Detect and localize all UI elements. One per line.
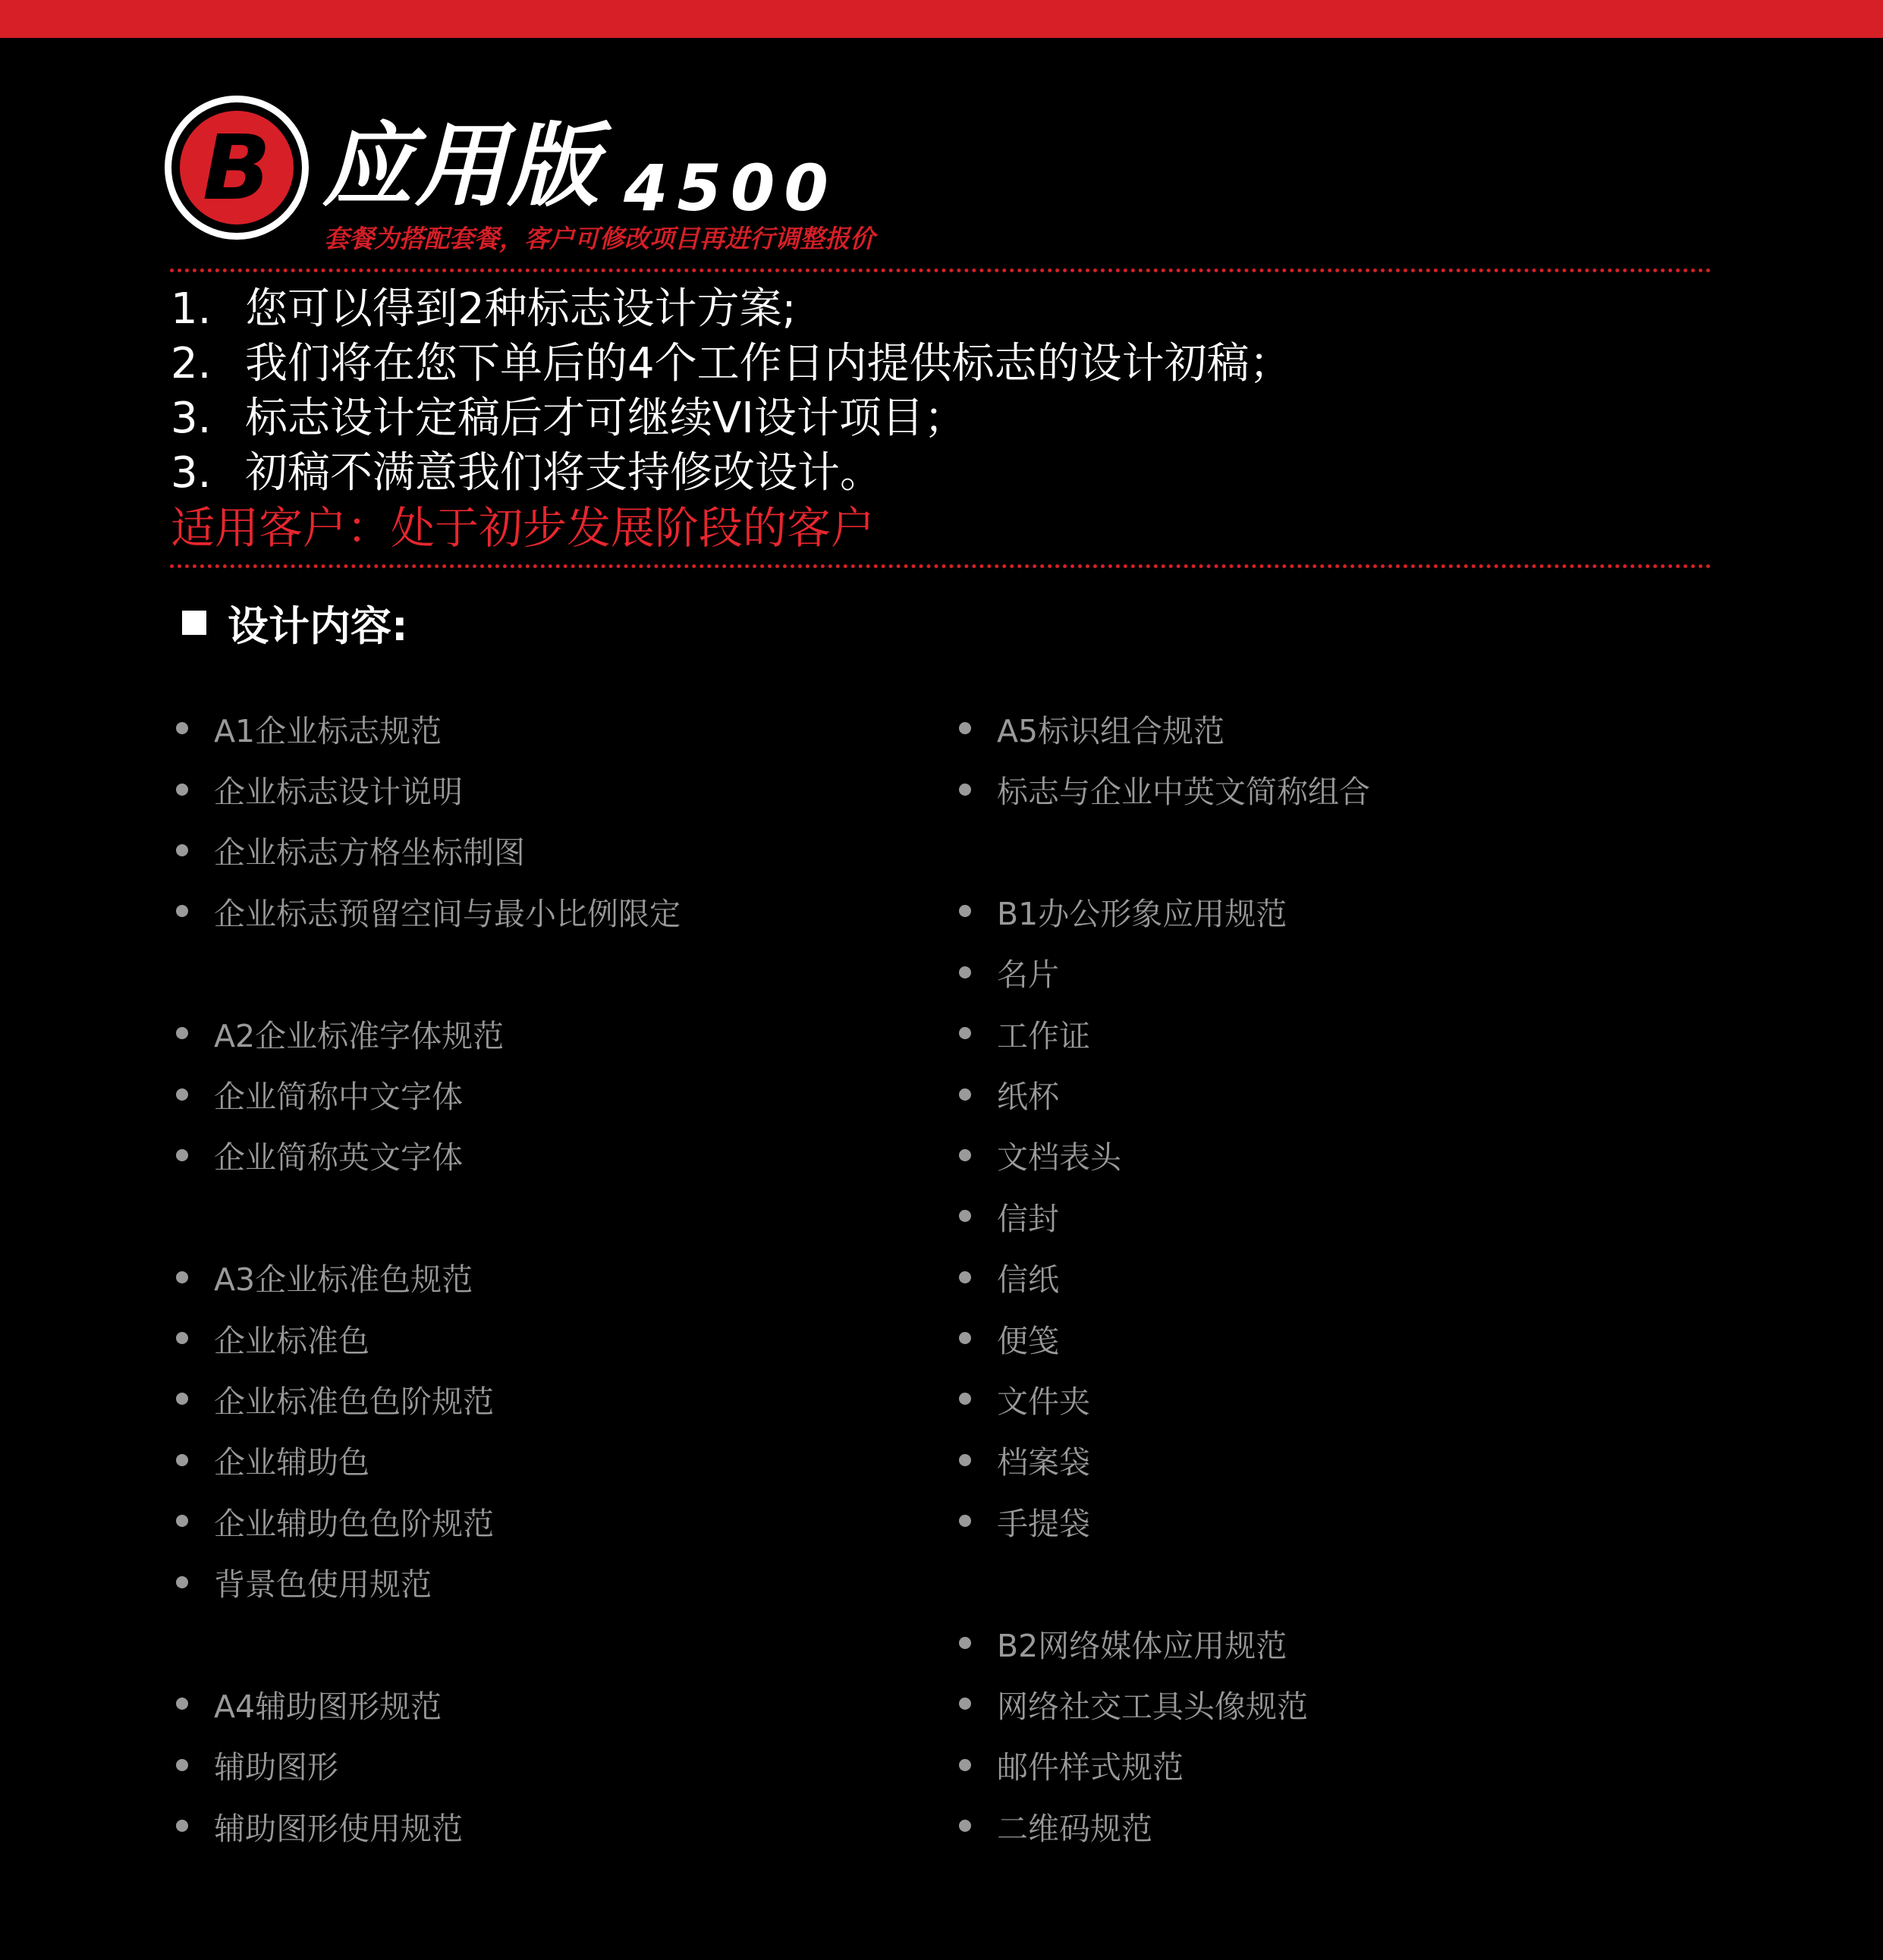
list-item-label: 邮件样式规范 bbox=[997, 1749, 1184, 1786]
list-item bbox=[959, 1125, 1718, 1186]
list-item-label: 网络社交工具头像规范 bbox=[997, 1688, 1308, 1725]
list-item bbox=[959, 1003, 1718, 1063]
list-item-label: A4辅助图形规范 bbox=[214, 1688, 442, 1725]
bullet-dot-icon bbox=[959, 784, 971, 796]
list-item bbox=[176, 1735, 935, 1795]
list-item-label: 便笺 bbox=[997, 1322, 1059, 1359]
benefit-item bbox=[171, 337, 1292, 391]
list-item bbox=[959, 1308, 1718, 1368]
bullet-dot-icon bbox=[959, 1149, 971, 1161]
benefit-number: 2. bbox=[171, 339, 212, 388]
section-title: 设计内容: bbox=[228, 602, 408, 650]
list-item bbox=[176, 1063, 935, 1124]
list-item-label: 信封 bbox=[997, 1200, 1059, 1237]
list-item-label: 企业标准色色阶规范 bbox=[214, 1383, 494, 1420]
bullet-dot-icon bbox=[176, 1393, 188, 1405]
list-item bbox=[176, 1125, 935, 1186]
list-item bbox=[176, 1003, 935, 1063]
list-item bbox=[959, 1368, 1718, 1429]
list-item-label: 手提袋 bbox=[997, 1505, 1090, 1542]
list-item bbox=[176, 759, 935, 819]
benefit-item bbox=[171, 446, 1292, 501]
bullet-dot-icon bbox=[176, 1088, 188, 1101]
list-item-label: 文档表头 bbox=[997, 1139, 1121, 1176]
list-item bbox=[959, 1247, 1718, 1308]
list-item-label: 企业辅助色色阶规范 bbox=[214, 1505, 494, 1542]
list-item-label: B2网络媒体应用规范 bbox=[997, 1627, 1287, 1664]
list-item-label: A3企业标准色规范 bbox=[214, 1261, 473, 1299]
list-item-label: 企业标准色 bbox=[214, 1322, 369, 1359]
list-spacer bbox=[959, 820, 1718, 881]
list-item bbox=[959, 1430, 1718, 1490]
list-item-label: 企业简称中文字体 bbox=[214, 1079, 463, 1116]
list-item bbox=[959, 942, 1718, 1003]
bullet-dot-icon bbox=[176, 1271, 188, 1283]
square-bullet-icon bbox=[182, 611, 206, 635]
list-spacer bbox=[176, 1186, 935, 1246]
bullet-dot-icon bbox=[959, 1332, 971, 1344]
list-item bbox=[176, 820, 935, 881]
benefit-text: 您可以得到2种标志设计方案; bbox=[245, 284, 797, 334]
list-item-label: A2企业标准字体规范 bbox=[214, 1017, 505, 1054]
benefit-number: 3. bbox=[171, 448, 212, 498]
bullet-dot-icon bbox=[176, 844, 188, 856]
list-item bbox=[959, 1673, 1718, 1734]
bullet-dot-icon bbox=[959, 1088, 971, 1101]
benefit-item bbox=[171, 391, 1292, 446]
bullet-dot-icon bbox=[176, 1576, 188, 1588]
list-item bbox=[176, 1673, 935, 1734]
divider-bottom bbox=[170, 564, 1712, 568]
list-item-label: 标志与企业中英文简称组合 bbox=[997, 774, 1370, 811]
bullet-dot-icon bbox=[959, 1515, 971, 1527]
list-item bbox=[176, 881, 935, 941]
list-item-label: 企业标志方格坐标制图 bbox=[214, 834, 525, 872]
design-items-right bbox=[959, 698, 1718, 1856]
section-heading bbox=[182, 596, 408, 649]
design-items-left bbox=[176, 698, 935, 1856]
bullet-dot-icon bbox=[176, 1332, 188, 1344]
bullet-dot-icon bbox=[959, 1698, 971, 1710]
bullet-dot-icon bbox=[959, 966, 971, 978]
list-item bbox=[176, 1308, 935, 1368]
list-item bbox=[959, 1795, 1718, 1856]
list-spacer bbox=[959, 1551, 1718, 1612]
benefit-number: 1. bbox=[171, 284, 212, 334]
list-item bbox=[959, 881, 1718, 941]
list-item-label: 文件夹 bbox=[997, 1383, 1090, 1420]
list-item-label: 辅助图形 bbox=[214, 1749, 338, 1786]
bullet-dot-icon bbox=[176, 905, 188, 917]
top-accent-bar bbox=[0, 0, 1883, 38]
bullet-dot-icon bbox=[959, 1820, 971, 1832]
bullet-dot-icon bbox=[176, 1454, 188, 1466]
list-item-label: 纸杯 bbox=[997, 1079, 1059, 1116]
bullet-dot-icon bbox=[959, 1393, 971, 1405]
bullet-dot-icon bbox=[959, 1271, 971, 1283]
list-item bbox=[959, 1186, 1718, 1246]
list-item-label: 工作证 bbox=[997, 1017, 1090, 1054]
badge-letter: B bbox=[180, 111, 294, 225]
bullet-dot-icon bbox=[176, 722, 188, 734]
list-item bbox=[959, 1735, 1718, 1795]
benefit-text: 标志设计定稿后才可继续VI设计项目； bbox=[245, 394, 967, 443]
list-item bbox=[959, 759, 1718, 819]
list-item bbox=[176, 1247, 935, 1308]
list-item bbox=[176, 1795, 935, 1856]
benefit-list bbox=[171, 282, 1292, 501]
benefit-number: 3. bbox=[171, 394, 212, 443]
package-price: 4500 bbox=[624, 151, 838, 225]
list-item bbox=[959, 1063, 1718, 1124]
list-item bbox=[959, 1613, 1718, 1673]
list-item-label: 名片 bbox=[997, 956, 1059, 994]
bullet-dot-icon bbox=[959, 1027, 971, 1039]
list-item bbox=[959, 1490, 1718, 1551]
bullet-dot-icon bbox=[959, 1454, 971, 1466]
bullet-dot-icon bbox=[959, 722, 971, 734]
benefit-text: 我们将在您下单后的4个工作日内提供标志的设计初稿； bbox=[245, 339, 1292, 388]
list-item bbox=[959, 698, 1718, 759]
benefit-text: 初稿不满意我们将支持修改设计。 bbox=[245, 448, 882, 498]
bullet-dot-icon bbox=[176, 1149, 188, 1161]
list-item-label: 企业标志预留空间与最小比例限定 bbox=[214, 895, 681, 932]
list-item bbox=[176, 1430, 935, 1490]
package-badge bbox=[165, 96, 309, 240]
list-item bbox=[176, 1490, 935, 1551]
list-item bbox=[176, 1368, 935, 1429]
list-item-label: 信纸 bbox=[997, 1261, 1059, 1299]
bullet-dot-icon bbox=[176, 1820, 188, 1832]
list-item-label: 企业辅助色 bbox=[214, 1444, 369, 1481]
bullet-dot-icon bbox=[176, 1027, 188, 1039]
list-item-label: 二维码规范 bbox=[997, 1810, 1152, 1847]
bullet-dot-icon bbox=[176, 784, 188, 796]
bullet-dot-icon bbox=[959, 1637, 971, 1649]
package-subtitle: 套餐为搭配套餐，客户可修改项目再进行调整报价 bbox=[324, 224, 875, 253]
bullet-dot-icon bbox=[176, 1515, 188, 1527]
list-item-label: 辅助图形使用规范 bbox=[214, 1810, 463, 1847]
list-item-label: 企业标志设计说明 bbox=[214, 774, 463, 811]
bullet-dot-icon bbox=[959, 905, 971, 917]
list-spacer bbox=[176, 942, 935, 1003]
bullet-dot-icon bbox=[176, 1759, 188, 1771]
target-audience: 适用客户：处于初步发展阶段的客户 bbox=[171, 502, 875, 554]
list-item-label: 企业简称英文字体 bbox=[214, 1139, 463, 1176]
list-item bbox=[176, 698, 935, 759]
list-item-label: 背景色使用规范 bbox=[214, 1566, 432, 1603]
list-item-label: A5标识组合规范 bbox=[997, 712, 1225, 749]
package-title: 应用版 bbox=[322, 114, 600, 219]
list-item-label: A1企业标志规范 bbox=[214, 712, 442, 749]
benefit-item bbox=[171, 282, 1292, 337]
bullet-dot-icon bbox=[176, 1698, 188, 1710]
list-item-label: B1办公形象应用规范 bbox=[997, 895, 1287, 932]
bullet-dot-icon bbox=[959, 1210, 971, 1222]
divider-top bbox=[170, 269, 1712, 272]
list-item-label: 档案袋 bbox=[997, 1444, 1090, 1481]
list-spacer bbox=[176, 1613, 935, 1673]
list-item bbox=[176, 1551, 935, 1612]
bullet-dot-icon bbox=[959, 1759, 971, 1771]
